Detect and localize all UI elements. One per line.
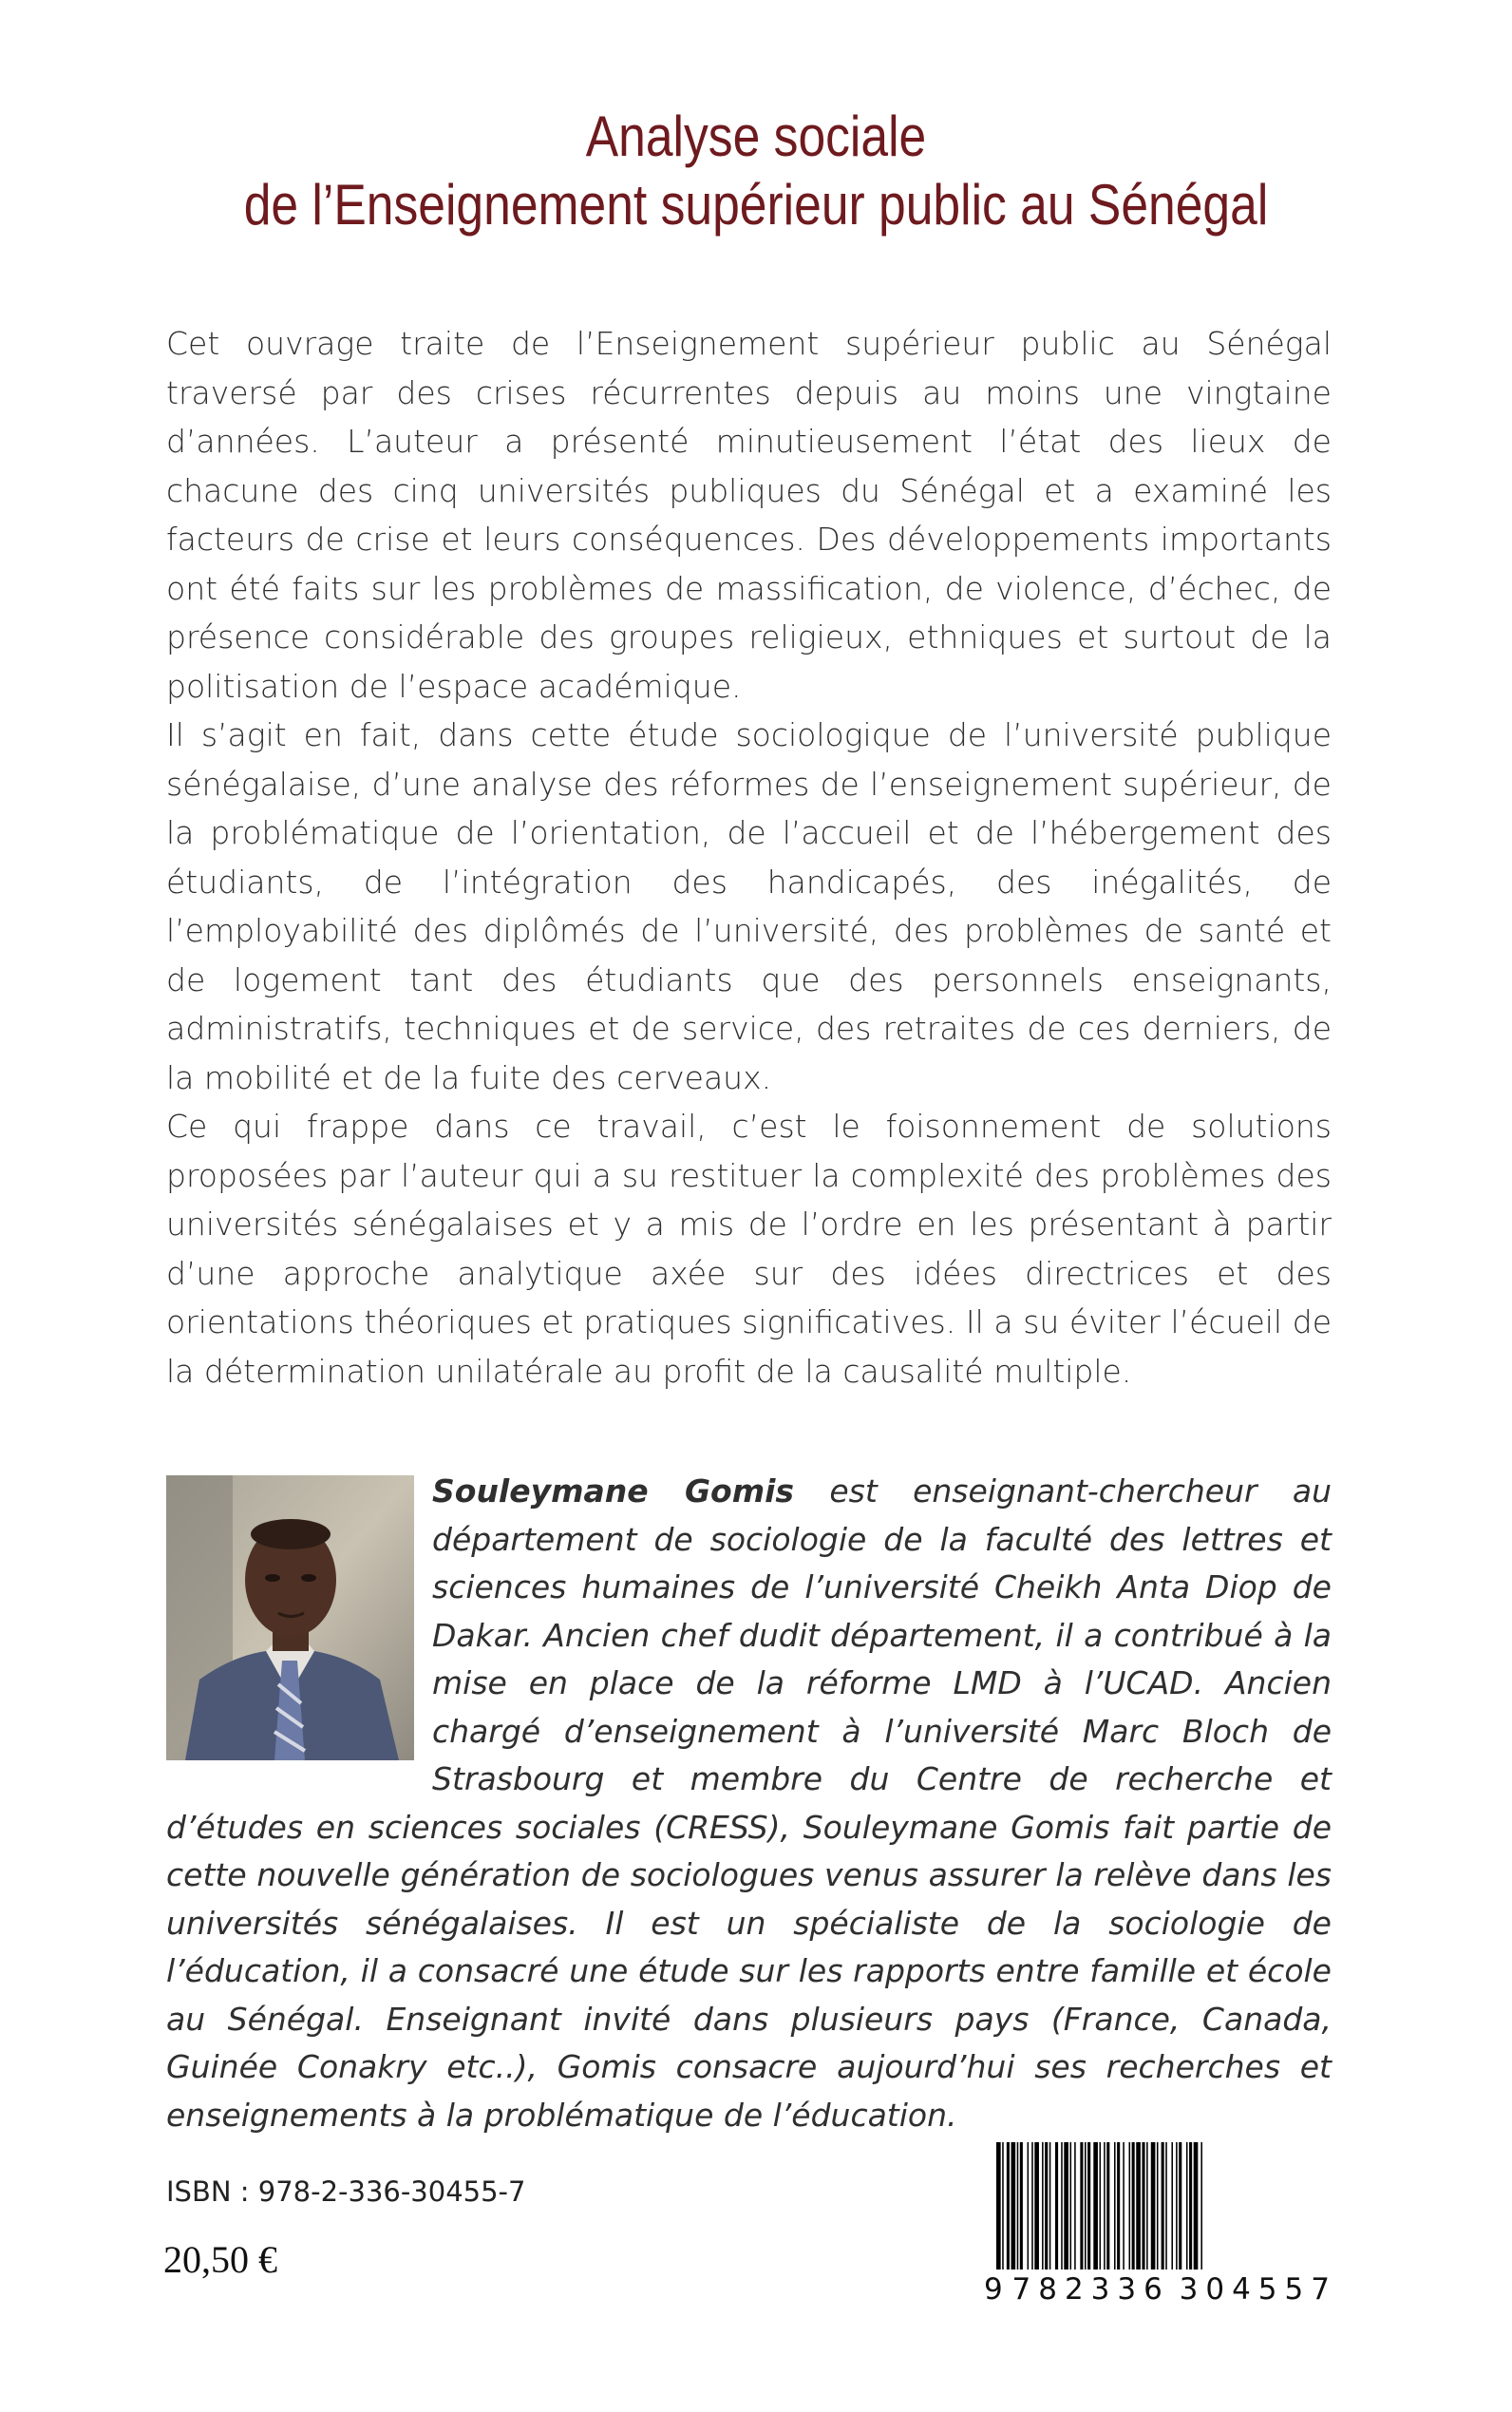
author-portrait-image	[166, 1475, 414, 1760]
barcode-bar	[1165, 2142, 1167, 2270]
barcode-bar	[1031, 2142, 1033, 2270]
author-bio-text: est enseignant-chercheur au département de sociologie de la faculté des lettres et sciences humaines de l’université Cheikh Anta Diop de Dakar. Ancien chef dudit département, il a contribué à la mise en place de la réforme LMD à l’UCAD. Ancien chargé d’enseignement à l’université Marc Bloch de Strasbourg et membre du Centre de recherche et d’études en sciences sociales (CRESS), Souleymane Gomis fait partie de cette nouvelle génération de sociologues venus assurer la relève dans les universités sénégalaises. Il est un spécialiste de la sociologie de l’éducation, il a consacré une étude sur les rapports entre famille et école au Sénégal. Enseignant invité dans plusieurs pays (France, Canada, Guinée Conakry etc..), Gomis consacre aujourd’hui ses recherches et enseignements à la problématique de l’éducation.	[166, 1472, 1332, 2134]
barcode-bar	[1049, 2142, 1051, 2270]
barcode-icon	[983, 2142, 1336, 2283]
barcode-bar	[1171, 2142, 1173, 2270]
barcode-bar	[1114, 2142, 1116, 2270]
barcode-digit-group-2: 304557	[1179, 2272, 1337, 2307]
barcode-bar	[1085, 2142, 1087, 2270]
title-line-1: Analyse sociale	[585, 104, 927, 168]
barcode-bar	[1186, 2142, 1188, 2270]
barcode-bar	[1136, 2142, 1141, 2270]
barcode-bar	[1020, 2142, 1023, 2270]
barcode-bar	[1132, 2142, 1135, 2270]
barcode-bar	[1157, 2142, 1159, 2270]
barcode-bar	[1034, 2142, 1039, 2270]
barcode-bar	[1129, 2142, 1131, 2270]
barcode-bar	[1011, 2142, 1016, 2270]
barcode-bar	[1179, 2142, 1181, 2270]
barcode-digit-group-1: 782336	[1011, 2272, 1170, 2307]
author-photo	[166, 1475, 414, 1760]
book-summary	[166, 319, 1332, 1396]
barcode-bar	[1064, 2142, 1068, 2270]
barcode-bar	[1194, 2142, 1199, 2270]
barcode-bar	[1061, 2142, 1063, 2270]
barcode-bar	[1146, 2142, 1148, 2270]
book-title	[105, 103, 1406, 239]
barcode-bar	[1070, 2142, 1072, 2270]
barcode-bar	[1055, 2142, 1058, 2270]
summary-paragraph-1: Cet ouvrage traite de l’Enseignement supérieur public au Sénégal traversé par des crises récurrentes depuis au moins une vingtaine d’années. L’auteur a présenté minutieusement l’état des lieux de chacune des cinq universités publiques du Sénégal et a examiné les facteurs de crise et leurs conséquences. Des développements importants ont été faits sur les problèmes de massification, de violence, d’échec, de présence considérable des groupes religieux, ethniques et surtout de la politisation de l’espace académique.	[166, 325, 1332, 705]
barcode-digit-prefix: 9	[984, 2272, 1003, 2307]
barcode-bar	[1200, 2142, 1202, 2270]
barcode-bar	[1007, 2142, 1010, 2270]
barcode-bar	[1080, 2142, 1083, 2270]
barcode-bar	[1123, 2142, 1125, 2270]
isbn-text: ISBN : 978-2-336-30455-7	[166, 2175, 526, 2208]
barcode-bar	[1162, 2142, 1164, 2270]
barcode-bar	[1176, 2142, 1178, 2270]
price-text: 20,50 €	[163, 2238, 277, 2281]
barcode-bar	[1117, 2142, 1120, 2270]
author-name: Souleymane Gomis	[432, 1472, 795, 1510]
barcode-bar	[1017, 2142, 1019, 2270]
summary-paragraph-3: Ce qui frappe dans ce travail, c’est le foisonnement de solutions proposées par l’auteur qui a su restituer la complexité des problèmes des universités sénégalaises et y a mis de l’ordre en les présentant à partir d’une approche analytique axée sur des idées directrices et des orientations théoriques et pratiques significatives. Il a su éviter l’écueil de la détermination unilatérale au profit de la causalité multiple.	[166, 1108, 1332, 1390]
barcode-bar	[1093, 2142, 1098, 2270]
barcode-bar	[1142, 2142, 1144, 2270]
barcode-bar	[1104, 2142, 1106, 2270]
barcode-bar	[1189, 2142, 1192, 2270]
barcode-digits	[984, 2272, 1337, 2307]
barcode-bar	[996, 2142, 1001, 2270]
barcode-bar	[1074, 2142, 1076, 2270]
barcode-bar	[1042, 2142, 1044, 2270]
barcode-bar	[1028, 2142, 1030, 2270]
summary-paragraph-2: Il s’agit en fait, dans cette étude sociologique de l’université publique sénégalaise, d’une analyse des réformes de l’enseignement supérieur, de la problématique de l’orientation, de l’accueil et de l’hébergement des étudiants, de l’intégration des handicapés, des inégalités, de l’employabilité des diplômés de l’université, des problèmes de santé et de logement tant des étudiants que des personnels enseignants, administratifs, techniques et de service, des retraites de ces derniers, de la mobilité et de la fuite des cerveaux.	[166, 716, 1332, 1096]
barcode-bar	[1100, 2142, 1102, 2270]
barcode-bar	[1106, 2142, 1109, 2270]
barcode-bar	[1151, 2142, 1156, 2270]
title-line-2: de l’Enseignement supérieur public au Sénégal	[243, 173, 1269, 237]
barcode-bar	[1002, 2142, 1004, 2270]
barcode-bar	[1045, 2142, 1048, 2270]
barcode-bar	[1087, 2142, 1090, 2270]
